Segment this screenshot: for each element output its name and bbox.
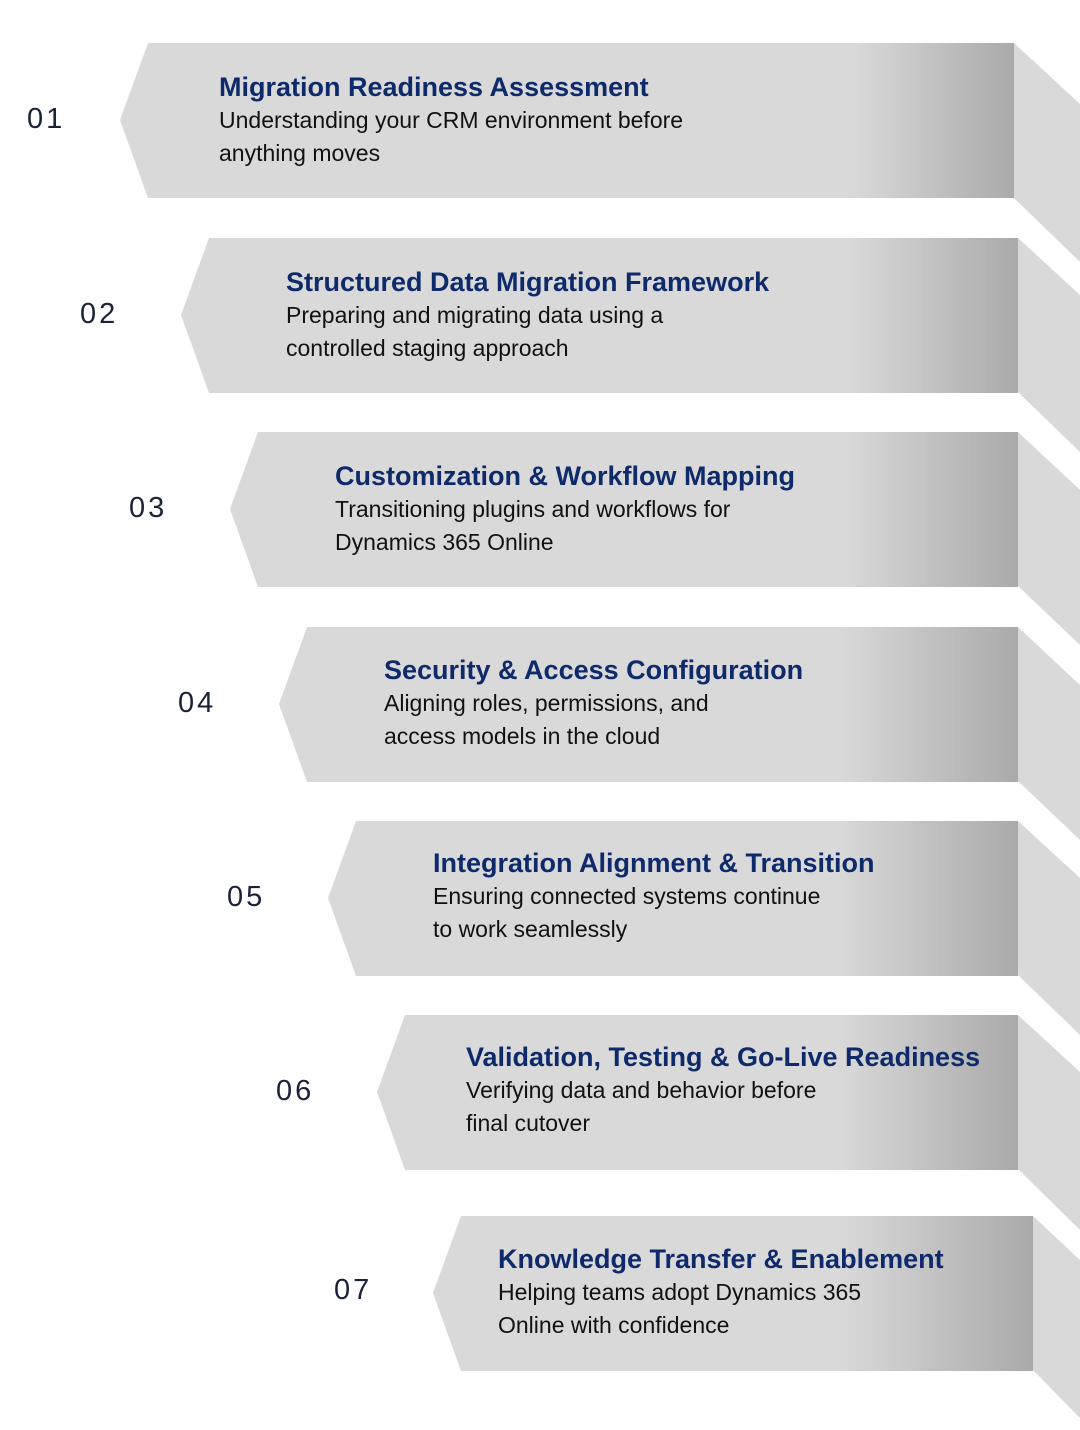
step-description: Transitioning plugins and workflows for Dynamics 365 Online: [335, 496, 731, 555]
step-number: 07: [334, 1274, 373, 1306]
step-title: Validation, Testing & Go-Live Readiness: [466, 1042, 981, 1072]
step-title: Customization & Workflow Mapping: [335, 461, 795, 491]
step-number: 05: [227, 881, 266, 913]
step-04: [0, 627, 1080, 782]
step-number: 01: [27, 103, 66, 135]
step-02: [0, 238, 1080, 393]
step-title: Security & Access Configuration: [384, 655, 804, 685]
step-06: [0, 1015, 1080, 1170]
step-description: Aligning roles, permissions, and access models in the cloud: [384, 690, 709, 749]
step-number: 03: [129, 492, 168, 524]
step-number: 04: [178, 687, 217, 719]
step-03: [0, 432, 1080, 587]
step-number: 06: [276, 1075, 315, 1107]
step-title: Knowledge Transfer & Enablement: [498, 1244, 944, 1274]
step-number: 02: [80, 298, 119, 330]
step-title: Structured Data Migration Framework: [286, 267, 770, 297]
step-description: Understanding your CRM environment before anything moves: [219, 107, 684, 166]
step-description: Helping teams adopt Dynamics 365 Online with confidence: [498, 1279, 862, 1338]
step-description: Ensuring connected systems continue to work seamlessly: [433, 883, 821, 942]
step-07: [0, 1216, 1080, 1371]
step-title: Integration Alignment & Transition: [433, 848, 875, 878]
step-description: Preparing and migrating data using a controlled staging approach: [286, 302, 664, 361]
step-title: Migration Readiness Assessment: [219, 72, 649, 102]
step-description: Verifying data and behavior before final cutover: [466, 1077, 817, 1136]
step-05: [0, 821, 1080, 976]
step-01: [0, 43, 1080, 198]
